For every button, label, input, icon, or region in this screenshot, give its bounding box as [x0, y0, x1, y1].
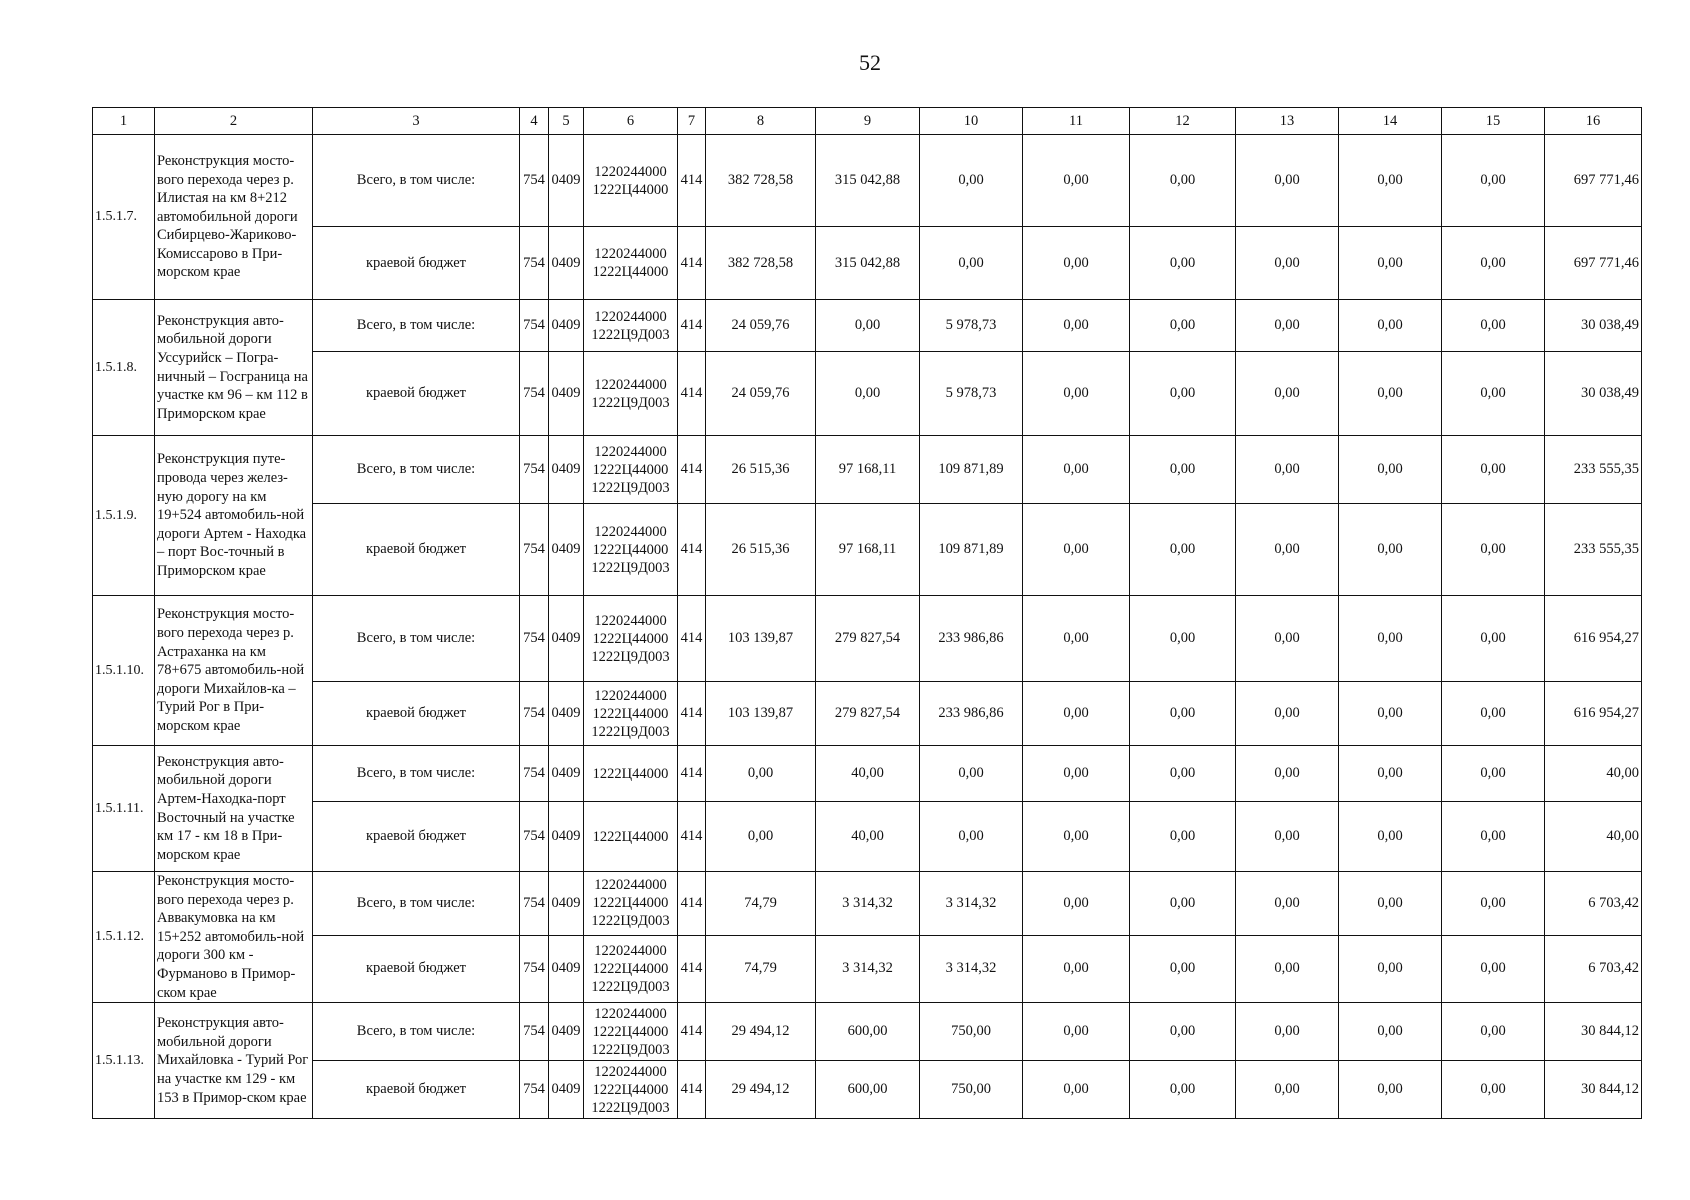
column-header: 7	[678, 108, 706, 135]
total-amount: 6 703,42	[1545, 935, 1642, 1003]
target-article-code: 1222Ц9Д003	[591, 559, 670, 576]
amount-cell: 600,00	[816, 1061, 920, 1119]
table-row	[93, 802, 1642, 872]
total-amount: 30 844,12	[1545, 1061, 1642, 1119]
amount-cell: 0,00	[1339, 300, 1442, 352]
amount-cell: 103 139,87	[706, 682, 816, 746]
amount-cell: 0,00	[920, 802, 1023, 872]
expense-type-code: 414	[678, 802, 706, 872]
amount-cell: 0,00	[1236, 802, 1339, 872]
expense-type-code: 414	[678, 872, 706, 936]
funding-source: краевой бюджет	[313, 802, 520, 872]
table-body	[93, 135, 1642, 1119]
column-header: 5	[549, 108, 584, 135]
funding-source: Всего, в том числе:	[313, 746, 520, 802]
amount-cell: 0,00	[1442, 300, 1545, 352]
target-article-code: 1222Ц9Д003	[591, 913, 670, 930]
item-number: 1.5.1.9.	[93, 436, 155, 596]
amount-cell: 0,00	[1442, 596, 1545, 682]
target-article-code: 1222Ц44000	[592, 895, 669, 912]
funding-source: Всего, в том числе:	[313, 300, 520, 352]
amount-cell: 0,00	[1023, 682, 1130, 746]
grbs-code: 754	[520, 935, 549, 1003]
column-header: 15	[1442, 108, 1545, 135]
table-row	[93, 746, 1642, 802]
target-article-code: 1222Ц44000	[592, 1023, 669, 1040]
amount-cell: 0,00	[1442, 872, 1545, 936]
item-name: Реконструкция мосто-вого перехода через р. Астраханка на км 78+675 автомобиль-ной дороги Михайлов-ка – Турий Рог в При-морском крае	[155, 596, 313, 746]
target-article-codes	[584, 352, 678, 436]
section-code: 0409	[549, 135, 584, 227]
amount-cell: 29 494,12	[706, 1061, 816, 1119]
target-article-code: 1220244000	[594, 376, 667, 393]
grbs-code: 754	[520, 352, 549, 436]
amount-cell: 24 059,76	[706, 352, 816, 436]
grbs-code: 754	[520, 436, 549, 504]
table-row	[93, 1003, 1642, 1061]
target-article-code: 1220244000	[594, 163, 667, 180]
amount-cell: 0,00	[1236, 872, 1339, 936]
target-article-code: 1220244000	[594, 942, 667, 959]
section-code: 0409	[549, 504, 584, 596]
target-article-codes	[584, 746, 678, 802]
target-article-code: 1222Ц9Д003	[591, 326, 670, 343]
funding-source: краевой бюджет	[313, 682, 520, 746]
item-name: Реконструкция путе-провода через желез-ную дорогу на км 19+524 автомобиль-ной дороги Артем - Находка – порт Вос-точный в Приморском крае	[155, 436, 313, 596]
amount-cell: 0,00	[1130, 935, 1236, 1003]
expense-type-code: 414	[678, 935, 706, 1003]
amount-cell: 0,00	[1339, 596, 1442, 682]
expense-type-code: 414	[678, 504, 706, 596]
amount-cell: 315 042,88	[816, 227, 920, 300]
column-header: 12	[1130, 108, 1236, 135]
amount-cell: 0,00	[1236, 935, 1339, 1003]
amount-cell: 97 168,11	[816, 504, 920, 596]
amount-cell: 0,00	[1339, 746, 1442, 802]
amount-cell: 279 827,54	[816, 596, 920, 682]
expense-type-code: 414	[678, 436, 706, 504]
total-amount: 30 844,12	[1545, 1003, 1642, 1061]
table-row	[93, 504, 1642, 596]
amount-cell: 0,00	[1236, 682, 1339, 746]
item-number: 1.5.1.10.	[93, 596, 155, 746]
amount-cell: 40,00	[816, 746, 920, 802]
amount-cell: 0,00	[1236, 227, 1339, 300]
target-article-code: 1222Ц44000	[592, 541, 669, 558]
expense-type-code: 414	[678, 352, 706, 436]
amount-cell: 233 986,86	[920, 596, 1023, 682]
amount-cell: 3 314,32	[920, 935, 1023, 1003]
amount-cell: 0,00	[1339, 1003, 1442, 1061]
table-row	[93, 935, 1642, 1003]
target-article-codes	[584, 935, 678, 1003]
amount-cell: 3 314,32	[816, 935, 920, 1003]
target-article-code: 1220244000	[594, 523, 667, 540]
column-header: 9	[816, 108, 920, 135]
amount-cell: 0,00	[1236, 352, 1339, 436]
target-article-codes	[584, 504, 678, 596]
column-header: 2	[155, 108, 313, 135]
target-article-code: 1220244000	[594, 308, 667, 325]
amount-cell: 103 139,87	[706, 596, 816, 682]
item-name: Реконструкция мосто-вого перехода через р. Илистая на км 8+212 автомобильной дороги Сибирцево-Жариково-Комиссарово в При-морском крае	[155, 135, 313, 300]
amount-cell: 0,00	[1339, 352, 1442, 436]
target-article-codes	[584, 135, 678, 227]
amount-cell: 0,00	[1130, 504, 1236, 596]
funding-source: Всего, в том числе:	[313, 872, 520, 936]
column-header: 1	[93, 108, 155, 135]
amount-cell: 0,00	[1442, 1061, 1545, 1119]
target-article-code: 1222Ц44000	[592, 461, 669, 478]
amount-cell: 0,00	[1442, 227, 1545, 300]
item-number: 1.5.1.11.	[93, 746, 155, 872]
section-code: 0409	[549, 436, 584, 504]
grbs-code: 754	[520, 135, 549, 227]
amount-cell: 0,00	[1236, 504, 1339, 596]
amount-cell: 0,00	[1236, 746, 1339, 802]
amount-cell: 0,00	[1023, 596, 1130, 682]
amount-cell: 0,00	[1023, 352, 1130, 436]
amount-cell: 0,00	[1023, 1003, 1130, 1061]
amount-cell: 0,00	[1130, 682, 1236, 746]
amount-cell: 0,00	[1130, 227, 1236, 300]
amount-cell: 750,00	[920, 1061, 1023, 1119]
amount-cell: 0,00	[1130, 352, 1236, 436]
section-code: 0409	[549, 227, 584, 300]
target-article-codes	[584, 1061, 678, 1119]
target-article-code: 1222Ц44000	[592, 960, 669, 977]
target-article-code: 1220244000	[594, 612, 667, 629]
amount-cell: 0,00	[1339, 504, 1442, 596]
target-article-code: 1222Ц9Д003	[591, 479, 670, 496]
target-article-code: 1222Ц9Д003	[591, 648, 670, 665]
total-amount: 616 954,27	[1545, 596, 1642, 682]
funding-source: краевой бюджет	[313, 935, 520, 1003]
funding-source: краевой бюджет	[313, 504, 520, 596]
amount-cell: 0,00	[1339, 682, 1442, 746]
target-article-code: 1220244000	[594, 1063, 667, 1080]
expense-type-code: 414	[678, 300, 706, 352]
expense-type-code: 414	[678, 1003, 706, 1061]
amount-cell: 3 314,32	[920, 872, 1023, 936]
table-row	[93, 872, 1642, 936]
funding-source: Всего, в том числе:	[313, 1003, 520, 1061]
total-amount: 697 771,46	[1545, 135, 1642, 227]
amount-cell: 0,00	[1023, 436, 1130, 504]
grbs-code: 754	[520, 596, 549, 682]
total-amount: 233 555,35	[1545, 504, 1642, 596]
total-amount: 30 038,49	[1545, 352, 1642, 436]
amount-cell: 74,79	[706, 872, 816, 936]
amount-cell: 0,00	[706, 746, 816, 802]
amount-cell: 0,00	[1023, 802, 1130, 872]
section-code: 0409	[549, 935, 584, 1003]
amount-cell: 0,00	[1130, 1003, 1236, 1061]
section-code: 0409	[549, 802, 584, 872]
amount-cell: 0,00	[1236, 135, 1339, 227]
amount-cell: 0,00	[1130, 135, 1236, 227]
expense-type-code: 414	[678, 1061, 706, 1119]
column-header: 8	[706, 108, 816, 135]
amount-cell: 26 515,36	[706, 504, 816, 596]
total-amount: 697 771,46	[1545, 227, 1642, 300]
amount-cell: 3 314,32	[816, 872, 920, 936]
amount-cell: 0,00	[1339, 135, 1442, 227]
amount-cell: 0,00	[1130, 746, 1236, 802]
section-code: 0409	[549, 872, 584, 936]
table-row	[93, 1061, 1642, 1119]
target-article-codes	[584, 1003, 678, 1061]
total-amount: 6 703,42	[1545, 872, 1642, 936]
amount-cell: 0,00	[1023, 227, 1130, 300]
amount-cell: 0,00	[920, 746, 1023, 802]
amount-cell: 0,00	[816, 300, 920, 352]
amount-cell: 24 059,76	[706, 300, 816, 352]
amount-cell: 600,00	[816, 1003, 920, 1061]
amount-cell: 0,00	[1023, 746, 1130, 802]
amount-cell: 0,00	[1023, 504, 1130, 596]
amount-cell: 0,00	[1023, 872, 1130, 936]
amount-cell: 5 978,73	[920, 300, 1023, 352]
grbs-code: 754	[520, 504, 549, 596]
target-article-codes	[584, 596, 678, 682]
amount-cell: 74,79	[706, 935, 816, 1003]
amount-cell: 109 871,89	[920, 436, 1023, 504]
amount-cell: 109 871,89	[920, 504, 1023, 596]
amount-cell: 0,00	[1023, 300, 1130, 352]
column-header: 13	[1236, 108, 1339, 135]
target-article-code: 1222Ц9Д003	[591, 1099, 670, 1116]
budget-table	[92, 107, 1642, 1119]
total-amount: 616 954,27	[1545, 682, 1642, 746]
item-name: Реконструкция мосто-вого перехода через р. Аввакумовка на км 15+252 автомобиль-ной дороги 300 км - Фурманово в Примор-ском крае	[155, 872, 313, 1003]
amount-cell: 0,00	[1442, 504, 1545, 596]
funding-source: краевой бюджет	[313, 352, 520, 436]
amount-cell: 29 494,12	[706, 1003, 816, 1061]
column-number-row	[93, 108, 1642, 135]
item-number: 1.5.1.13.	[93, 1003, 155, 1119]
column-header: 14	[1339, 108, 1442, 135]
section-code: 0409	[549, 300, 584, 352]
amount-cell: 0,00	[1130, 802, 1236, 872]
amount-cell: 0,00	[1442, 1003, 1545, 1061]
expense-type-code: 414	[678, 682, 706, 746]
grbs-code: 754	[520, 1003, 549, 1061]
amount-cell: 279 827,54	[816, 682, 920, 746]
amount-cell: 40,00	[816, 802, 920, 872]
table-row	[93, 300, 1642, 352]
target-article-code: 1220244000	[594, 443, 667, 460]
funding-source: краевой бюджет	[313, 227, 520, 300]
amount-cell: 0,00	[1339, 935, 1442, 1003]
expense-type-code: 414	[678, 596, 706, 682]
target-article-codes	[584, 682, 678, 746]
table-row	[93, 682, 1642, 746]
target-article-code: 1222Ц44000	[592, 705, 669, 722]
amount-cell: 0,00	[1130, 872, 1236, 936]
amount-cell: 0,00	[1236, 1003, 1339, 1061]
table-row	[93, 227, 1642, 300]
item-name: Реконструкция авто-мобильной дороги Уссурийск – Погра-ничный – Госграница на участке км 96 – км 112 в Приморском крае	[155, 300, 313, 436]
amount-cell: 382 728,58	[706, 227, 816, 300]
target-article-codes	[584, 872, 678, 936]
amount-cell: 0,00	[1339, 1061, 1442, 1119]
expense-type-code: 414	[678, 227, 706, 300]
table-row	[93, 135, 1642, 227]
table-row	[93, 352, 1642, 436]
amount-cell: 0,00	[1023, 935, 1130, 1003]
column-header: 16	[1545, 108, 1642, 135]
grbs-code: 754	[520, 872, 549, 936]
target-article-code: 1222Ц9Д003	[591, 394, 670, 411]
funding-source: Всего, в том числе:	[313, 596, 520, 682]
table-row	[93, 596, 1642, 682]
target-article-code: 1222Ц9Д003	[591, 723, 670, 740]
section-code: 0409	[549, 1061, 584, 1119]
total-amount: 233 555,35	[1545, 436, 1642, 504]
amount-cell: 0,00	[1236, 436, 1339, 504]
total-amount: 30 038,49	[1545, 300, 1642, 352]
target-article-codes	[584, 227, 678, 300]
item-number: 1.5.1.7.	[93, 135, 155, 300]
grbs-code: 754	[520, 300, 549, 352]
total-amount: 40,00	[1545, 802, 1642, 872]
expense-type-code: 414	[678, 746, 706, 802]
item-number: 1.5.1.8.	[93, 300, 155, 436]
amount-cell: 0,00	[1130, 1061, 1236, 1119]
item-name: Реконструкция авто-мобильной дороги Михайловка - Турий Рог на участке км 129 - км 153 в Примор-ском крае	[155, 1003, 313, 1119]
grbs-code: 754	[520, 802, 549, 872]
target-article-codes	[584, 802, 678, 872]
amount-cell: 0,00	[1442, 746, 1545, 802]
target-article-code: 1222Ц44000	[592, 630, 669, 647]
column-header: 11	[1023, 108, 1130, 135]
amount-cell: 0,00	[1023, 1061, 1130, 1119]
amount-cell: 0,00	[1130, 436, 1236, 504]
amount-cell: 0,00	[1339, 872, 1442, 936]
amount-cell: 0,00	[1023, 135, 1130, 227]
amount-cell: 382 728,58	[706, 135, 816, 227]
funding-source: Всего, в том числе:	[313, 135, 520, 227]
expense-type-code: 414	[678, 135, 706, 227]
amount-cell: 0,00	[1442, 352, 1545, 436]
amount-cell: 26 515,36	[706, 436, 816, 504]
section-code: 0409	[549, 596, 584, 682]
amount-cell: 0,00	[920, 227, 1023, 300]
amount-cell: 97 168,11	[816, 436, 920, 504]
item-name: Реконструкция авто-мобильной дороги Артем-Находка-порт Восточный на участке км 17 - км 18 в При-морском крае	[155, 746, 313, 872]
amount-cell: 0,00	[1339, 802, 1442, 872]
item-number: 1.5.1.12.	[93, 872, 155, 1003]
amount-cell: 750,00	[920, 1003, 1023, 1061]
grbs-code: 754	[520, 227, 549, 300]
amount-cell: 0,00	[1339, 227, 1442, 300]
amount-cell: 0,00	[1442, 682, 1545, 746]
target-article-code: 1222Ц44000	[592, 181, 669, 198]
amount-cell: 0,00	[1442, 935, 1545, 1003]
section-code: 0409	[549, 1003, 584, 1061]
amount-cell: 315 042,88	[816, 135, 920, 227]
grbs-code: 754	[520, 682, 549, 746]
column-header: 4	[520, 108, 549, 135]
amount-cell: 0,00	[1442, 802, 1545, 872]
target-article-code: 1222Ц44000	[592, 828, 669, 845]
column-header: 10	[920, 108, 1023, 135]
total-amount: 40,00	[1545, 746, 1642, 802]
column-header: 3	[313, 108, 520, 135]
target-article-code: 1222Ц9Д003	[591, 1041, 670, 1058]
amount-cell: 0,00	[920, 135, 1023, 227]
target-article-code: 1220244000	[594, 877, 667, 894]
amount-cell: 233 986,86	[920, 682, 1023, 746]
amount-cell: 0,00	[1236, 596, 1339, 682]
funding-source: краевой бюджет	[313, 1061, 520, 1119]
grbs-code: 754	[520, 1061, 549, 1119]
target-article-code: 1222Ц44000	[592, 765, 669, 782]
section-code: 0409	[549, 746, 584, 802]
section-code: 0409	[549, 682, 584, 746]
target-article-code: 1222Ц44000	[592, 264, 669, 280]
amount-cell: 0,00	[1442, 135, 1545, 227]
target-article-code: 1220244000	[594, 687, 667, 704]
amount-cell: 0,00	[1130, 596, 1236, 682]
target-article-codes	[584, 436, 678, 504]
grbs-code: 754	[520, 746, 549, 802]
amount-cell: 5 978,73	[920, 352, 1023, 436]
section-code: 0409	[549, 352, 584, 436]
amount-cell: 0,00	[706, 802, 816, 872]
funding-source: Всего, в том числе:	[313, 436, 520, 504]
target-article-code: 1222Ц9Д003	[591, 978, 670, 995]
target-article-code: 1220244000	[594, 246, 667, 262]
amount-cell: 0,00	[1442, 436, 1545, 504]
target-article-code: 1222Ц44000	[592, 1081, 669, 1098]
amount-cell: 0,00	[1130, 300, 1236, 352]
target-article-codes	[584, 300, 678, 352]
amount-cell: 0,00	[1236, 300, 1339, 352]
amount-cell: 0,00	[1236, 1061, 1339, 1119]
amount-cell: 0,00	[816, 352, 920, 436]
target-article-code: 1220244000	[594, 1005, 667, 1022]
column-header: 6	[584, 108, 678, 135]
table-row	[93, 436, 1642, 504]
amount-cell: 0,00	[1339, 436, 1442, 504]
page-number: 52	[859, 50, 881, 75]
